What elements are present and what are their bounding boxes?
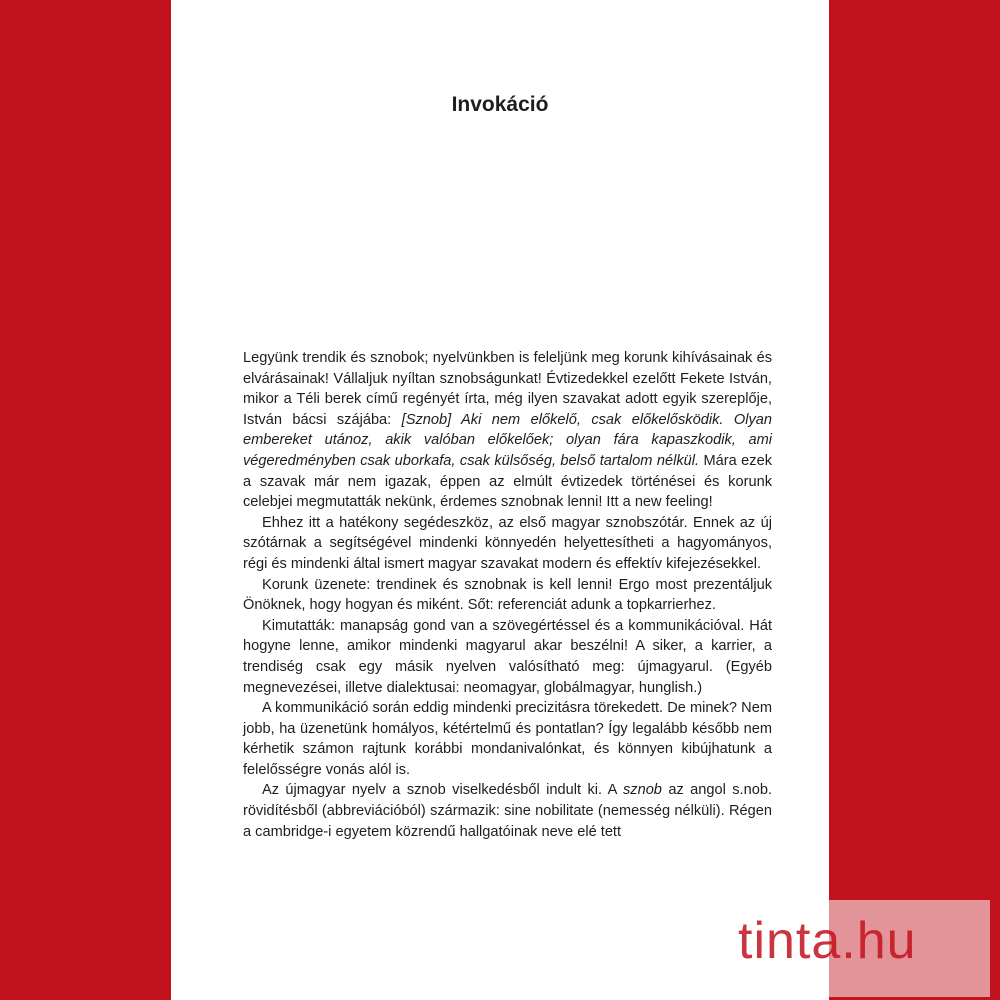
text-run: Ehhez itt a hatékony segédeszköz, az első magyar sznobszótár. Ennek az új szótárnak a segítségével mindenki könnyedén helyettesítheti a hagyományos, régi és mindenki által ismert magyar szavakat modern és effektív kifejezésekkel. [243,514,772,572]
italic-text-run: sznob [622,782,662,799]
body-text [243,348,772,842]
paragraph [243,780,772,842]
paragraph [243,698,772,780]
paragraph [243,616,772,698]
paragraph [243,575,772,616]
text-run: Kimutatták: manapság gond van a szövegértéssel és a kommunikációval. Hát hogyne lenne, amikor mindenki magyarul akar beszélni! A siker, a karrier, a trendiség csak egy másik nyelven valósítható meg: újmagyarul. (Egyéb megnevezései, illetve dialektusai: neomagyar, globálmagyar, hunglish.) [243,617,772,696]
italic-text-run: [Sznob] Aki nem előkelő, csak előkelősködik. Olyan embereket utánoz, akik valóban előkelőek; olyan fára kapaszkodik, ami végeredményben csak uborkafa, csak külsőség, belső tartalom nélkül. [243,411,772,469]
text-run: A kommunikáció során eddig mindenki precizitásra törekedett. De minek? Nem jobb, ha üzenetünk homályos, kétértelmű és pontatlan? Így legalább később nem kérhetik számon rajtunk korábbi mondanivalónkat, és könnyen kibújhatunk a felelősségre vonás alól is. [243,700,772,778]
text-run: Mára ezek a szavak már nem igazak, éppen az elmúlt évtizedek történései és korunk celebjei megmutatták nekünk, érdemes sznobnak lenni! Itt a new feeling! [243,452,772,511]
paragraph [243,348,772,513]
page-title: Invokáció [451,93,549,116]
book-page [171,0,829,1000]
paragraph [243,513,772,575]
text-run: Legyünk trendik és sznobok; nyelvünkben is feleljünk meg korunk kihívásainak és elvárásainak! Vállaljuk nyíltan sznobságunkat! Évtizedekkel ezelőtt Fekete István, mikor a Téli berek című regényét írta, még ilyen szavakat adott egyik szereplője, István bácsi szájába: [243,350,772,428]
text-run: az angol s.nob. rövidítésből (abbreviációból) származik: sine nobilitate (nemesség nélküli). Régen a cambridge-i egyetem közrendű hallgatóinak neve elé tett [243,782,773,840]
text-run: Az újmagyar nyelv a sznob viselkedésből indult ki. A [262,782,623,799]
text-run: Korunk üzenete: trendinek és sznobnak is kell lenni! Ergo most prezentáljuk Önöknek, hogy hogyan és miként. Sőt: referenciát adunk a topkarrierhez. [243,576,772,614]
watermark-logo: tinta.hu [738,912,917,970]
